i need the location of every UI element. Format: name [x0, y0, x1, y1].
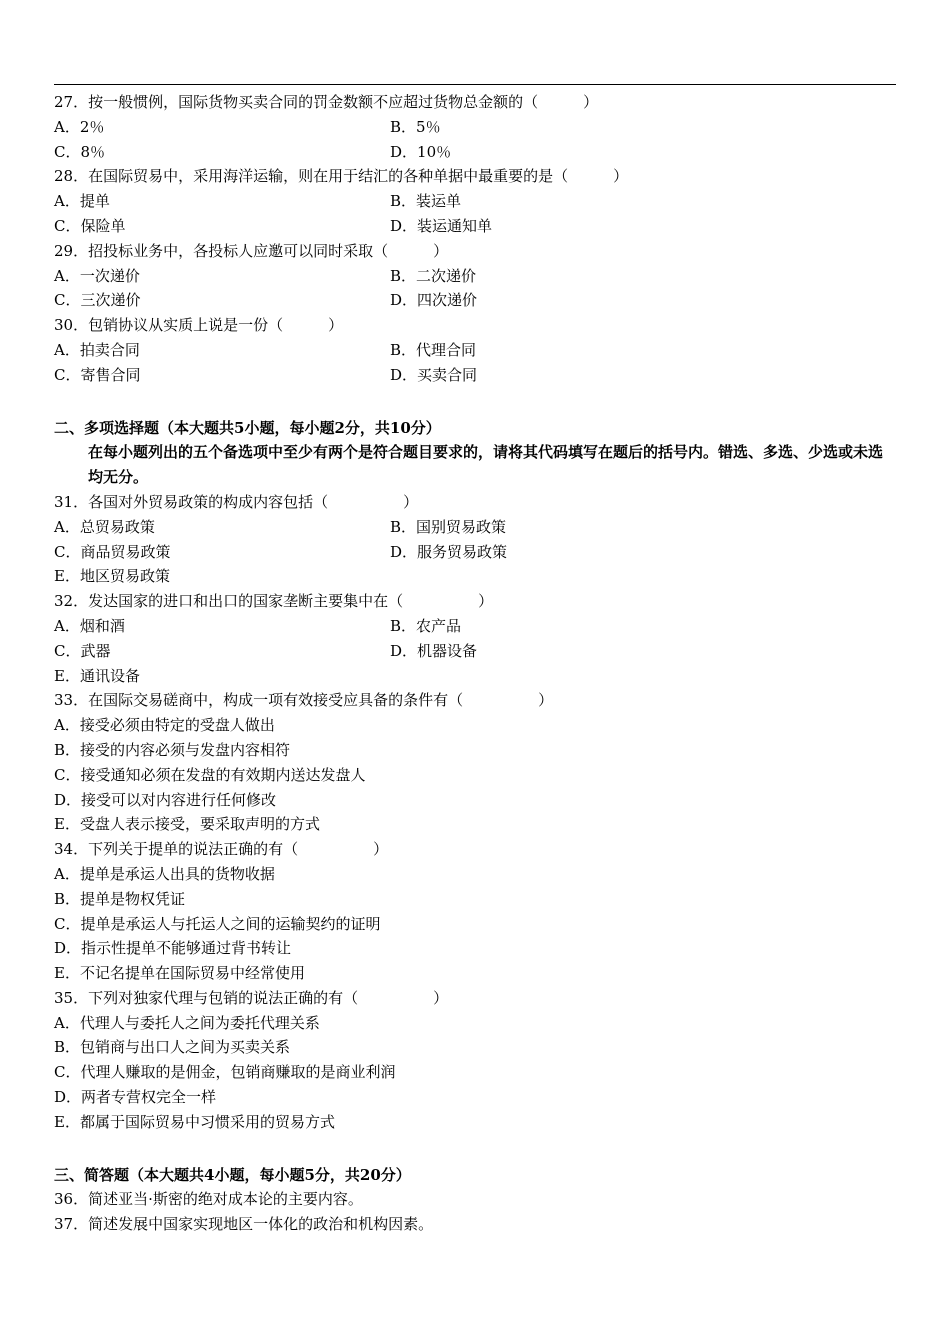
option: B．提单是物权凭证 — [54, 889, 186, 908]
option: B．包销商与出口人之间为买卖关系 — [54, 1038, 291, 1057]
question-31-options-row-1 — [54, 515, 896, 540]
option: C．保险单 — [54, 216, 126, 235]
question-34-stem: 34．下列关于提单的说法正确的有（ ） — [54, 840, 389, 859]
option: A．总贸易政策 — [54, 517, 155, 536]
section-spacer — [54, 388, 896, 416]
option: A．提单是承运人出具的货物收据 — [54, 864, 275, 883]
exam-page-content — [54, 90, 896, 1237]
option: E．通讯设备 — [54, 666, 140, 685]
option: E．不记名提单在国际贸易中经常使用 — [54, 964, 305, 983]
option: A．一次递价 — [54, 266, 140, 285]
question-32-options-row-2 — [54, 639, 896, 664]
option: C．三次递价 — [54, 291, 141, 310]
option: A．代理人与委托人之间为委托代理关系 — [54, 1013, 320, 1032]
option: E．地区贸易政策 — [54, 567, 170, 586]
option: D．10％ — [390, 142, 452, 161]
section-2-instruction: 在每小题列出的五个备选项中至少有两个是符合题目要求的，请将其代码填写在题后的括号内。错选、多选、少选或未选均无分。 — [88, 443, 884, 487]
question-27-options-row-2 — [54, 140, 896, 165]
option: D．四次递价 — [390, 291, 478, 310]
option: A．接受必须由特定的受盘人做出 — [54, 716, 275, 735]
question-29-stem: 29．招投标业务中，各投标人应邀可以同时采取（ ） — [54, 241, 449, 260]
section-3-heading: 三、简答题（本大题共4小题，每小题5分，共20分） — [54, 1165, 411, 1184]
option: D．服务贸易政策 — [390, 542, 508, 561]
option: B．二次递价 — [390, 266, 477, 285]
option: A．烟和酒 — [54, 616, 125, 635]
option: D．买卖合同 — [390, 365, 478, 384]
question-31-options-row-2 — [54, 540, 896, 565]
option: C．商品贸易政策 — [54, 542, 171, 561]
question-32-options-row-1 — [54, 614, 896, 639]
option: D．机器设备 — [390, 641, 478, 660]
question-37: 37．简述发展中国家实现地区一体化的政治和机构因素。 — [54, 1215, 434, 1234]
option: B．5％ — [390, 117, 441, 136]
question-32-stem: 32．发达国家的进口和出口的国家垄断主要集中在（ ） — [54, 592, 494, 611]
option: D．两者专营权完全一样 — [54, 1088, 217, 1107]
option: A．2％ — [54, 117, 105, 136]
option: C．8％ — [54, 142, 106, 161]
header-rule — [54, 84, 896, 85]
option: C．武器 — [54, 641, 111, 660]
question-27-stem: 27．按一般惯例，国际货物买卖合同的罚金数额不应超过货物总金额的（ ） — [54, 93, 599, 111]
section-spacer — [54, 1135, 896, 1163]
option: B．农产品 — [390, 616, 462, 635]
question-33-stem: 33．在国际交易磋商中，构成一项有效接受应具备的条件有（ ） — [54, 691, 554, 710]
option: B．装运单 — [390, 192, 462, 211]
question-31-stem: 31．各国对外贸易政策的构成内容包括（ ） — [54, 492, 419, 511]
option: C．接受通知必须在发盘的有效期内送达发盘人 — [54, 765, 366, 784]
question-35-stem: 35．下列对独家代理与包销的说法正确的有（ ） — [54, 988, 449, 1007]
question-27-options-row-1 — [54, 115, 896, 140]
option: C．提单是承运人与托运人之间的运输契约的证明 — [54, 914, 381, 933]
question-29-options-row-2 — [54, 288, 896, 313]
option: C．寄售合同 — [54, 365, 141, 384]
option: A．拍卖合同 — [54, 340, 140, 359]
option: B．国别贸易政策 — [390, 517, 507, 536]
option: B．代理合同 — [390, 340, 477, 359]
option: D．装运通知单 — [390, 216, 493, 235]
option: B．接受的内容必须与发盘内容相符 — [54, 740, 291, 759]
question-30-stem: 30．包销协议从实质上说是一份（ ） — [54, 316, 344, 335]
option: D．指示性提单不能够通过背书转让 — [54, 939, 292, 958]
question-30-options-row-1 — [54, 338, 896, 363]
question-30-options-row-2 — [54, 363, 896, 388]
option: A．提单 — [54, 192, 110, 211]
question-29-options-row-1 — [54, 264, 896, 289]
question-28-options-row-1 — [54, 189, 896, 214]
option: E．受盘人表示接受，要采取声明的方式 — [54, 815, 320, 834]
question-28-stem: 28．在国际贸易中，采用海洋运输，则在用于结汇的各种单据中最重要的是（ ） — [54, 167, 629, 186]
question-28-options-row-2 — [54, 214, 896, 239]
section-2-heading: 二、多项选择题（本大题共5小题，每小题2分，共10分） — [54, 418, 441, 437]
option: E．都属于国际贸易中习惯采用的贸易方式 — [54, 1112, 335, 1131]
option: D．接受可以对内容进行任何修改 — [54, 790, 277, 809]
question-36: 36．简述亚当·斯密的绝对成本论的主要内容。 — [54, 1190, 363, 1209]
option: C．代理人赚取的是佣金，包销商赚取的是商业利润 — [54, 1063, 396, 1082]
